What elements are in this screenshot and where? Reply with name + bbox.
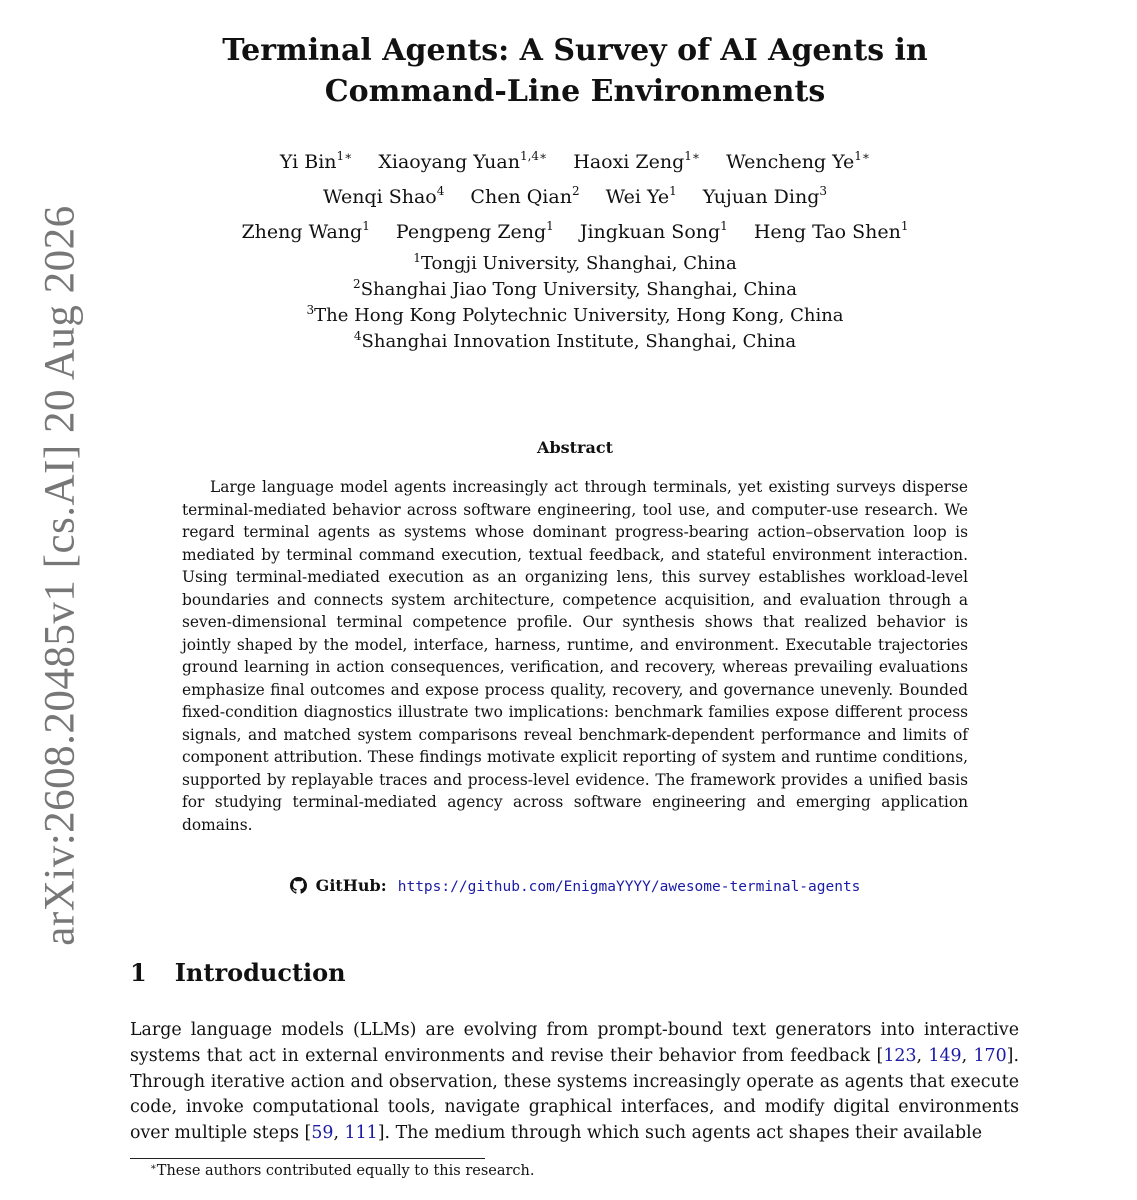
author-name: Xiaoyang Yuan: [378, 151, 520, 173]
section-title: Introduction: [174, 958, 346, 987]
github-icon: [290, 877, 307, 898]
introduction-paragraph: [130, 1018, 1019, 1147]
citation-link[interactable]: 170: [973, 1045, 1007, 1066]
abstract-heading: Abstract: [537, 438, 613, 457]
author: [606, 186, 677, 208]
intro-text: Large language models (LLMs) are evolving from prompt-bound text generators into interactive systems that act in external environments and revise their behavior from feedback [: [130, 1020, 1019, 1066]
author-affiliation-mark: 4: [436, 184, 445, 198]
author: [580, 221, 728, 243]
citation-link[interactable]: 123: [883, 1045, 917, 1066]
author-affiliation-mark: 1: [546, 219, 554, 233]
affiliation: [100, 329, 1050, 355]
author-affiliation-mark: 1: [720, 219, 728, 233]
arxiv-identifier: arXiv:2608.20485v1 [cs.AI] 20 Aug 2026: [36, 204, 84, 946]
author: [470, 186, 579, 208]
section-heading-introduction: [130, 958, 346, 987]
affiliation: [100, 303, 1050, 329]
author-row-2: [100, 180, 1050, 215]
author-affiliation-mark: 3: [819, 184, 828, 198]
github-link-line: [100, 876, 1050, 898]
author-name: Wencheng Ye: [726, 151, 855, 173]
author-name: Pengpeng Zeng: [395, 221, 547, 243]
affiliation-mark: 2: [353, 277, 361, 291]
citation-separator: ,: [916, 1045, 929, 1066]
author: [396, 221, 554, 243]
section-number: 1: [130, 958, 147, 987]
affiliation-text: Shanghai Jiao Tong University, Shanghai, China: [360, 279, 797, 300]
affiliation-mark: 4: [353, 329, 362, 343]
author-affiliation-mark: 1: [362, 219, 370, 233]
author-list: [100, 145, 1050, 250]
author-affiliation-mark: 1,4∗: [519, 149, 548, 163]
github-label: GitHub:: [315, 876, 387, 895]
author-affiliation-mark: 1: [669, 184, 677, 198]
author: [280, 151, 352, 173]
affiliation-mark: 1: [413, 251, 421, 265]
affiliation-list: [100, 251, 1050, 355]
author-affiliation-mark: 1∗: [336, 149, 353, 163]
author-name: Yujuan Ding: [702, 186, 820, 208]
footnote-rule: [130, 1158, 485, 1159]
citation-link[interactable]: 149: [928, 1045, 962, 1066]
author-affiliation-mark: 1: [900, 219, 909, 233]
author: [241, 221, 369, 243]
footnote-text: These authors contributed equally to this research.: [156, 1163, 535, 1179]
author: [573, 151, 700, 173]
affiliation-text: Tongji University, Shanghai, China: [420, 253, 737, 274]
affiliation-mark: 3: [306, 303, 315, 317]
author-name: Heng Tao Shen: [753, 221, 901, 243]
footnote: [150, 1163, 535, 1179]
author-name: Haoxi Zeng: [573, 151, 685, 173]
title-line-1: Terminal Agents: A Survey of AI Agents in: [222, 33, 928, 68]
author-name: Chen Qian: [470, 186, 572, 208]
author: [323, 186, 444, 208]
affiliation-text: Shanghai Innovation Institute, Shanghai, China: [361, 331, 797, 352]
author-affiliation-mark: 1∗: [684, 149, 701, 163]
citation-link[interactable]: 111: [344, 1123, 378, 1144]
arxiv-identifier-stamp: [30, 204, 90, 946]
author: [726, 151, 870, 173]
github-repo-link[interactable]: https://github.com/EnigmaYYYY/awesome-terminal-agents: [397, 879, 861, 895]
affiliation: [100, 251, 1050, 277]
author: [754, 221, 909, 243]
author: [703, 186, 827, 208]
abstract-text: Large language model agents increasingly act through terminals, yet existing surveys disperse terminal-mediated behavior across software engineering, tool use, and computer-use research. We regard terminal agents as systems whose dominant progress-bearing action–observation loop is mediated by terminal command execution, textual feedback, and stateful environment interaction. Using terminal-mediated execution as an organizing lens, this survey establishes workload-level boundaries and connects system architecture, competence acquisition, and evaluation through a seven-dimensional terminal competence profile. Our synthesis shows that realized behavior is jointly shaped by the model, interface, harness, runtime, and environment. Executable trajectories ground learning in action consequences, verification, and recovery, whereas prevailing evaluations emphasize final outcomes and expose process quality, recovery, and governance unevenly. Bounded fixed-condition diagnostics illustrate two implications: benchmark families expose different process signals, and matched system comparisons reveal benchmark-dependent performance and limits of component attribution. These findings motivate explicit reporting of system and runtime conditions, supported by replayable traces and process-level evidence. The framework provides a unified basis for studying terminal-mediated agency across software engineering and emerging application domains.: [182, 478, 968, 834]
author-name: Jingkuan Song: [579, 221, 721, 243]
author-affiliation-mark: 2: [571, 184, 580, 198]
author-affiliation-mark: 1∗: [854, 149, 871, 163]
title-line-2: Command-Line Environments: [324, 74, 826, 109]
author-row-1: [100, 145, 1050, 180]
affiliation: [100, 277, 1050, 303]
citation-link[interactable]: 59: [311, 1123, 334, 1144]
author-name: Yi Bin: [279, 151, 337, 173]
intro-text: ]. The medium through which such agents act shapes their available: [377, 1123, 982, 1144]
author-name: Zheng Wang: [241, 221, 363, 243]
footnote-mark: ∗: [150, 1162, 157, 1173]
intro-text: ]. Through iterative action and observation, these systems increasingly operate as agents that execute code, invoke computational tools, navigate graphical interfaces, and modify digital environments over multiple steps [: [130, 1045, 1019, 1144]
citation-separator: ,: [333, 1123, 345, 1144]
author-name: Wei Ye: [605, 186, 670, 208]
author-name: Wenqi Shao: [322, 186, 437, 208]
paper-title: [100, 30, 1050, 112]
citation-separator: ,: [961, 1045, 974, 1066]
author-row-3: [100, 215, 1050, 250]
affiliation-text: The Hong Kong Polytechnic University, Hong Kong, China: [314, 305, 844, 326]
author: [378, 151, 547, 173]
